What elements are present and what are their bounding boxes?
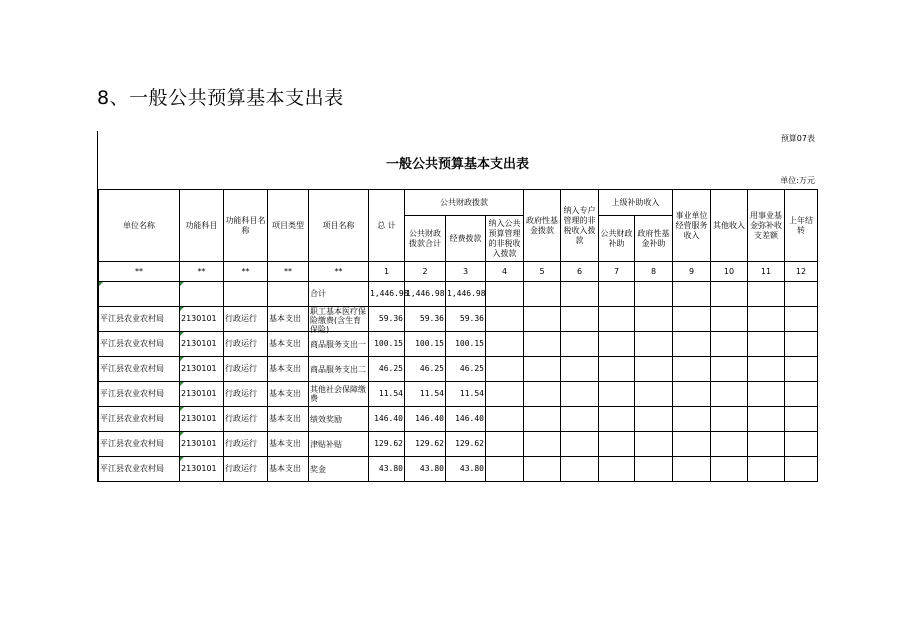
func-name-cell: 行政运行 <box>224 432 268 457</box>
public-total-cell: 11.54 <box>405 382 446 407</box>
empty-cell <box>785 282 818 307</box>
empty-cell <box>673 357 711 382</box>
funds-cell: 46.25 <box>446 357 486 382</box>
sheet-header <box>98 131 817 189</box>
project-name-text: 津贴补贴 <box>310 439 342 449</box>
empty-cell <box>748 382 785 407</box>
empty-cell <box>673 432 711 457</box>
public-total-cell: 46.25 <box>405 357 446 382</box>
empty-cell <box>599 282 635 307</box>
col-upper-gov: 政府性基金补助 <box>635 216 673 262</box>
empty-cell <box>635 432 673 457</box>
empty-cell <box>748 432 785 457</box>
index-cell: ** <box>309 262 369 282</box>
empty-cell <box>561 432 599 457</box>
unit-label: 单位:万元 <box>780 176 815 185</box>
empty-cell <box>748 357 785 382</box>
func-name-cell: 行政运行 <box>224 407 268 432</box>
index-cell: ** <box>99 262 180 282</box>
func-code-cell: 2130101 <box>180 457 224 482</box>
empty-cell <box>748 307 785 332</box>
index-cell: ** <box>180 262 224 282</box>
proj-type-cell: 基本支出 <box>268 382 309 407</box>
table-row <box>99 357 818 382</box>
index-cell: 4 <box>486 262 524 282</box>
empty-cell <box>785 307 818 332</box>
expenditure-table <box>98 189 818 482</box>
empty-cell <box>561 457 599 482</box>
funds-cell: 129.62 <box>446 432 486 457</box>
header-row-1 <box>99 190 818 216</box>
proj-name-cell <box>309 432 369 457</box>
index-cell: 3 <box>446 262 486 282</box>
total-func-cell <box>224 282 268 307</box>
project-name-text: 绩效奖励 <box>310 414 342 424</box>
unit-name-cell: 平江县农业农村局 <box>99 457 180 482</box>
proj-name-cell <box>309 357 369 382</box>
unit-name-cell: 平江县农业农村局 <box>99 332 180 357</box>
proj-name-cell <box>309 307 369 332</box>
col-special: 纳入专户管理的非税收入拨款 <box>561 190 599 262</box>
empty-cell <box>599 382 635 407</box>
empty-cell <box>524 407 561 432</box>
table-title: 一般公共预算基本支出表 <box>385 157 529 172</box>
col-proj-name: 项目名称 <box>309 190 369 262</box>
empty-cell <box>673 282 711 307</box>
empty-cell <box>748 282 785 307</box>
empty-cell <box>486 457 524 482</box>
empty-cell <box>711 307 748 332</box>
empty-cell <box>486 407 524 432</box>
total-code-cell <box>180 282 224 307</box>
empty-cell <box>635 357 673 382</box>
public-total-cell: 100.15 <box>405 332 446 357</box>
empty-cell <box>561 407 599 432</box>
empty-cell <box>561 382 599 407</box>
form-reference: 预算07表 <box>780 134 815 143</box>
empty-cell <box>748 457 785 482</box>
proj-type-cell: 基本支出 <box>268 332 309 357</box>
project-name-text: 商品服务支出一 <box>310 339 366 349</box>
proj-type-cell: 基本支出 <box>268 357 309 382</box>
empty-cell <box>785 457 818 482</box>
empty-cell <box>673 307 711 332</box>
funds-cell: 146.40 <box>446 407 486 432</box>
empty-cell <box>635 332 673 357</box>
empty-cell <box>673 457 711 482</box>
unit-name-cell: 平江县农业农村局 <box>99 357 180 382</box>
empty-cell <box>524 457 561 482</box>
proj-type-cell: 基本支出 <box>268 407 309 432</box>
col-func-name: 功能科目名称 <box>224 190 268 262</box>
empty-cell <box>561 332 599 357</box>
func-code-cell: 2130101 <box>180 332 224 357</box>
total-cell: 43.80 <box>369 457 405 482</box>
func-name-cell: 行政运行 <box>224 382 268 407</box>
total-total: 1,446.98 <box>369 282 405 307</box>
index-cell: 5 <box>524 262 561 282</box>
empty-cell <box>785 357 818 382</box>
col-govfund: 政府性基金拨款 <box>524 190 561 262</box>
unit-name-cell: 平江县农业农村局 <box>99 382 180 407</box>
empty-cell <box>785 332 818 357</box>
index-cell: 11 <box>748 262 785 282</box>
index-cell: ** <box>268 262 309 282</box>
empty-cell <box>561 307 599 332</box>
proj-type-cell: 基本支出 <box>268 432 309 457</box>
total-label: 合计 <box>309 282 369 307</box>
empty-cell <box>524 332 561 357</box>
empty-cell <box>561 357 599 382</box>
funds-cell: 100.15 <box>446 332 486 357</box>
func-code-cell: 2130101 <box>180 432 224 457</box>
index-cell: 6 <box>561 262 599 282</box>
total-cell: 46.25 <box>369 357 405 382</box>
empty-cell <box>524 282 561 307</box>
func-code-cell: 2130101 <box>180 357 224 382</box>
proj-type-cell: 基本支出 <box>268 457 309 482</box>
unit-name-cell: 平江县农业农村局 <box>99 407 180 432</box>
col-unit-name: 单位名称 <box>99 190 180 262</box>
public-total-cell: 43.80 <box>405 457 446 482</box>
proj-name-cell <box>309 407 369 432</box>
empty-cell <box>561 282 599 307</box>
empty-cell <box>486 357 524 382</box>
func-name-cell: 行政运行 <box>224 307 268 332</box>
col-carryover: 上年结转 <box>785 190 818 262</box>
col-proj-type: 项目类型 <box>268 190 309 262</box>
func-code-cell: 2130101 <box>180 382 224 407</box>
project-name-text: 商品服务支出二 <box>310 364 366 374</box>
proj-type-cell: 基本支出 <box>268 307 309 332</box>
func-code-cell: 2130101 <box>180 407 224 432</box>
col-public-total: 公共财政拨款合计 <box>405 216 446 262</box>
col-upper-public: 公共财政补助 <box>599 216 635 262</box>
empty-cell <box>599 332 635 357</box>
index-cell: 7 <box>599 262 635 282</box>
col-func-code: 功能科目 <box>180 190 224 262</box>
empty-cell <box>785 382 818 407</box>
total-type-cell <box>268 282 309 307</box>
total-funds: 1,446.98 <box>446 282 486 307</box>
index-cell: 1 <box>369 262 405 282</box>
col-other: 其他收入 <box>711 190 748 262</box>
func-name-cell: 行政运行 <box>224 457 268 482</box>
total-cell: 129.62 <box>369 432 405 457</box>
index-cell: 10 <box>711 262 748 282</box>
table-row <box>99 332 818 357</box>
empty-cell <box>711 332 748 357</box>
col-fund-offset: 用事业基金弥补收支差额 <box>748 190 785 262</box>
unit-name-cell: 平江县农业农村局 <box>99 307 180 332</box>
empty-cell <box>635 282 673 307</box>
total-cell: 11.54 <box>369 382 405 407</box>
proj-name-cell <box>309 332 369 357</box>
table-row <box>99 432 818 457</box>
empty-cell <box>748 407 785 432</box>
table-row <box>99 407 818 432</box>
empty-cell <box>673 332 711 357</box>
funds-cell: 11.54 <box>446 382 486 407</box>
empty-cell <box>785 407 818 432</box>
total-cell: 100.15 <box>369 332 405 357</box>
col-funds: 经费拨款 <box>446 216 486 262</box>
func-code-cell: 2130101 <box>180 307 224 332</box>
page-heading: 8、一般公共预算基本支出表 <box>97 87 344 109</box>
table-row <box>99 457 818 482</box>
public-total-cell: 59.36 <box>405 307 446 332</box>
empty-cell <box>711 357 748 382</box>
col-total: 总 计 <box>369 190 405 262</box>
empty-cell <box>599 457 635 482</box>
col-business: 事业单位经营服务收入 <box>673 190 711 262</box>
empty-cell <box>673 382 711 407</box>
empty-cell <box>711 282 748 307</box>
project-name-text: 职工基本医疗保险缴费(含生育保险) <box>310 307 366 334</box>
project-name-text: 其他社会保障缴费 <box>310 385 366 403</box>
empty-cell <box>748 332 785 357</box>
index-cell: 8 <box>635 262 673 282</box>
index-cell: ** <box>224 262 268 282</box>
empty-cell <box>524 432 561 457</box>
empty-cell <box>486 282 524 307</box>
project-name-text: 奖金 <box>310 464 326 474</box>
empty-cell <box>524 357 561 382</box>
empty-cell <box>635 382 673 407</box>
col-group-public: 公共财政拨款 <box>405 190 524 216</box>
empty-cell <box>486 432 524 457</box>
index-cell: 12 <box>785 262 818 282</box>
empty-cell <box>599 307 635 332</box>
proj-name-cell <box>309 457 369 482</box>
empty-cell <box>711 382 748 407</box>
empty-cell <box>711 432 748 457</box>
empty-cell <box>711 407 748 432</box>
empty-cell <box>673 407 711 432</box>
total-cell: 59.36 <box>369 307 405 332</box>
empty-cell <box>524 307 561 332</box>
funds-cell: 43.80 <box>446 457 486 482</box>
total-unit-cell <box>99 282 180 307</box>
empty-cell <box>785 432 818 457</box>
empty-cell <box>524 382 561 407</box>
empty-cell <box>635 407 673 432</box>
empty-cell <box>486 382 524 407</box>
index-cell: 2 <box>405 262 446 282</box>
unit-name-cell: 平江县农业农村局 <box>99 432 180 457</box>
empty-cell <box>635 307 673 332</box>
index-row <box>99 262 818 282</box>
empty-cell <box>486 332 524 357</box>
empty-cell <box>599 357 635 382</box>
col-group-upper: 上级补助收入 <box>599 190 673 216</box>
total-cell: 146.40 <box>369 407 405 432</box>
total-public-total: 1,446.98 <box>405 282 446 307</box>
empty-cell <box>711 457 748 482</box>
table-row <box>99 307 818 332</box>
col-nontax: 纳入公共预算管理的非税收入拨款 <box>486 216 524 262</box>
total-row <box>99 282 818 307</box>
index-cell: 9 <box>673 262 711 282</box>
empty-cell <box>635 457 673 482</box>
proj-name-cell <box>309 382 369 407</box>
table-row <box>99 382 818 407</box>
budget-sheet <box>97 131 817 482</box>
funds-cell: 59.36 <box>446 307 486 332</box>
empty-cell <box>486 307 524 332</box>
func-name-cell: 行政运行 <box>224 357 268 382</box>
func-name-cell: 行政运行 <box>224 332 268 357</box>
empty-cell <box>599 407 635 432</box>
public-total-cell: 129.62 <box>405 432 446 457</box>
empty-cell <box>599 432 635 457</box>
public-total-cell: 146.40 <box>405 407 446 432</box>
